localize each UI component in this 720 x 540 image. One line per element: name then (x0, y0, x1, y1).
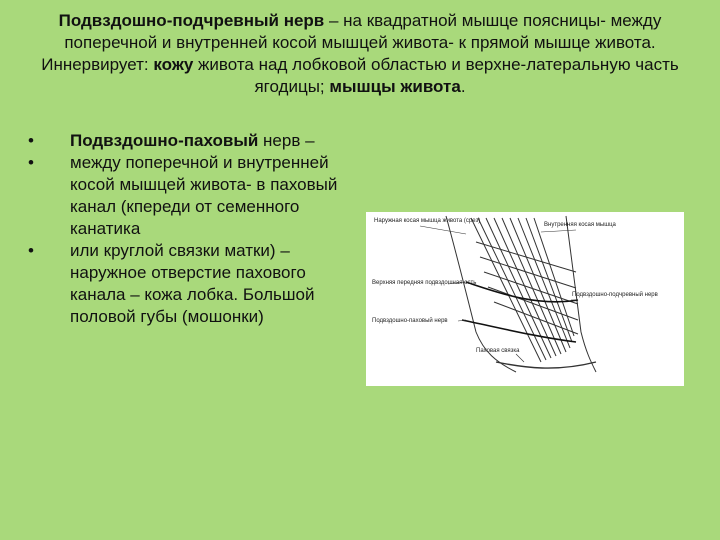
bullet-item (28, 240, 358, 328)
bullet-text: между поперечной и внутренней косой мышцей живота- в паховый канал (кпереди от семенного канатика (70, 153, 338, 238)
bullet-term: Подвздошно-паховый (70, 131, 259, 150)
bullet-list (28, 130, 358, 328)
intro-muscles: мышцы живота (329, 77, 461, 96)
bullet-text: нерв – (258, 131, 315, 150)
figure-label-iliac-spine: Верхняя передняя подвздошная ость (372, 280, 477, 286)
intro-term: Подвздошно-подчревный нерв (58, 11, 325, 30)
intro-skin: кожу (153, 55, 194, 74)
figure-label-inguinal-ligament: Паховая связка (476, 348, 520, 354)
anatomy-figure (366, 212, 684, 386)
figure-label-ilioinguinal-nerve: Подвздошно-паховый нерв (372, 318, 448, 324)
intro-text-1: – на квадратной мышце поясницы- между поперечной и внутренней косой мышцей живота- к прямой мышце живота. Иннервирует: (41, 11, 662, 74)
figure-label-iliohypogastric-nerve: Подвздошно-подчревный нерв (572, 292, 658, 298)
intro-paragraph (40, 10, 680, 98)
bullet-marker: • (28, 241, 34, 260)
bullet-marker: • (28, 131, 34, 150)
bullet-text: или круглой связки матки) – наружное отверстие пахового канала – кожа лобка. Большой половой губы (мошонки) (70, 241, 315, 326)
intro-text-3: . (460, 77, 466, 96)
figure-label-external-oblique: Наружная косая мышца живота (срез) (374, 218, 481, 224)
bullet-item (28, 130, 358, 152)
bullet-marker: • (28, 153, 34, 172)
anatomy-drawing (366, 212, 684, 386)
bullet-item (28, 152, 358, 240)
intro-text-2: живота над лобковой областью и верхне-латеральную часть ягодицы; (193, 55, 679, 96)
figure-label-internal-oblique: Внутренняя косая мышца (544, 222, 616, 228)
